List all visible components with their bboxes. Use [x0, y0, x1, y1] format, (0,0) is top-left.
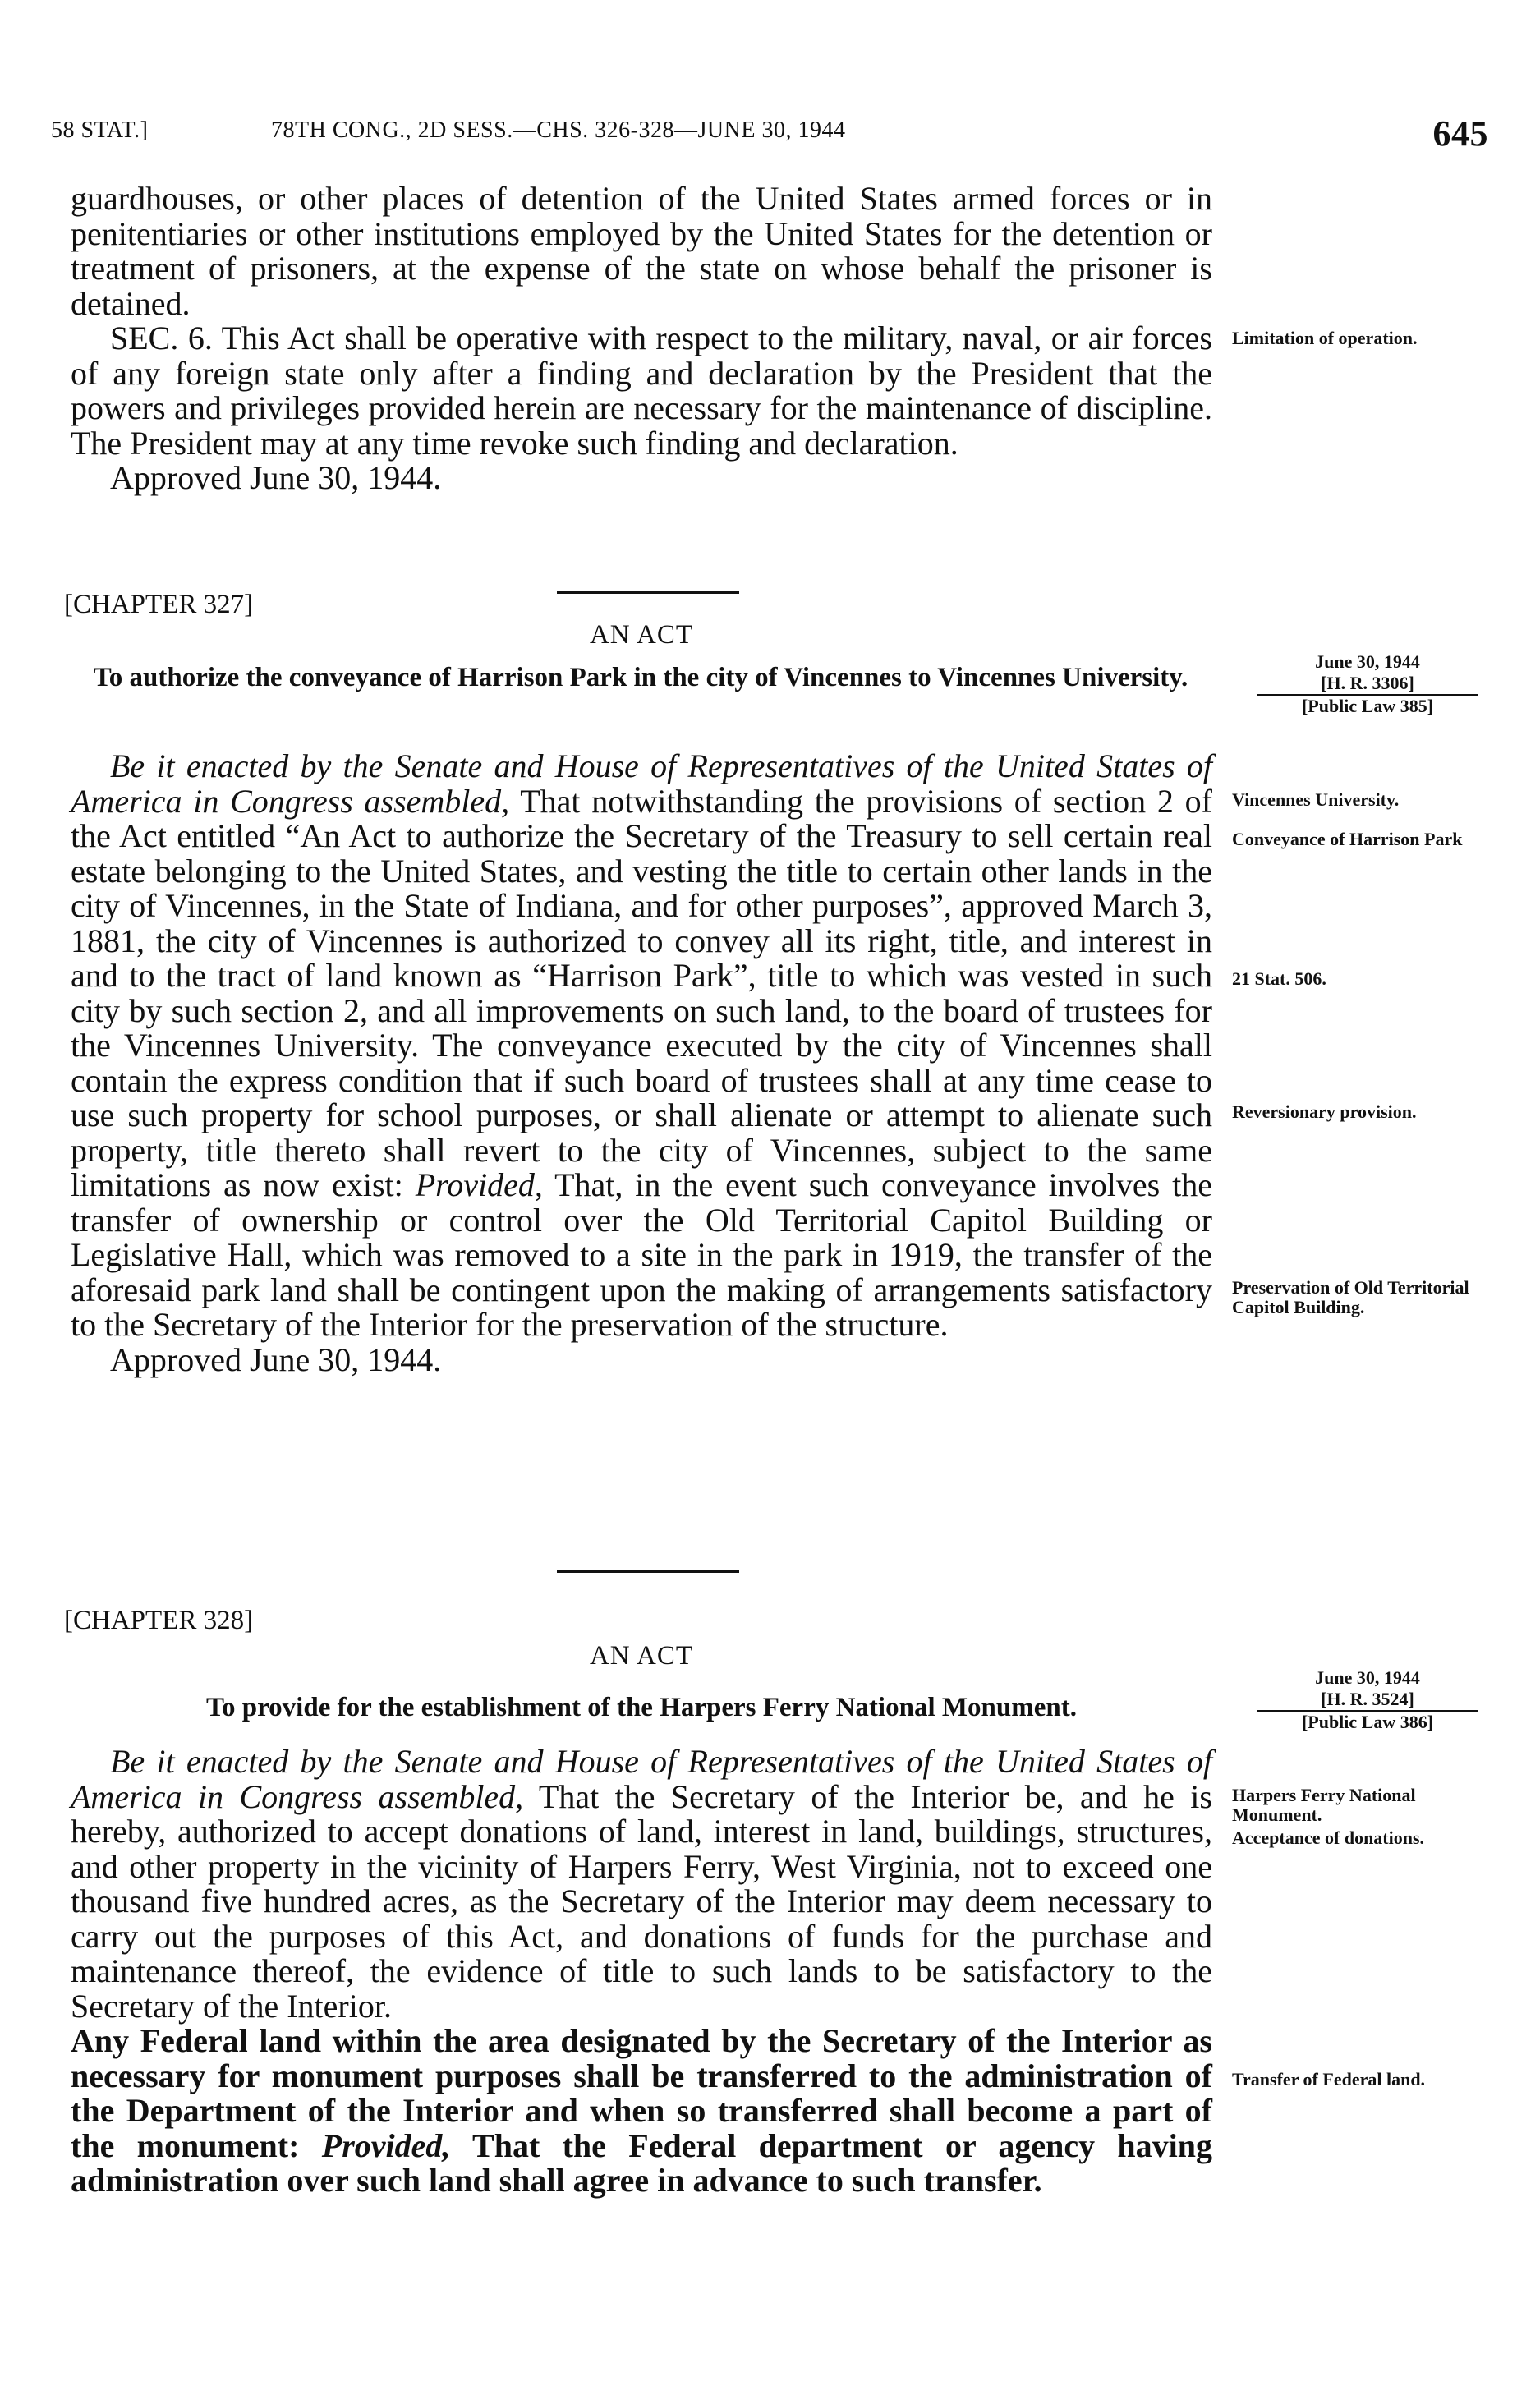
public-law-328: [Public Law 386]: [1257, 1710, 1478, 1733]
page-number: 645: [1432, 113, 1488, 154]
approved-line-326: Approved June 30, 1944.: [110, 459, 442, 496]
bill-328: [H. R. 3524]: [1321, 1689, 1414, 1709]
body-paragraph-328: [71, 1745, 1212, 2024]
margin-note-acceptance: Acceptance of donations.: [1232, 1827, 1425, 1848]
margin-note-transfer: Transfer of Federal land.: [1232, 2069, 1426, 2089]
bill-reference-328: [1257, 1667, 1478, 1733]
header-volume: 58 STAT.]: [51, 117, 149, 143]
body-text-327: That notwithstanding the provisions of section 2 of the Act entitled “An Act to authorize the Secretary of the Treasury to sell certain real estate belonging to the United States, and vesting the title to certain other lands in the city of Vincennes, in the State of Indiana, and for other purposes”, approved March 3, 1881, the city of Vincennes is authorized to convey all its right, title, and interest in and to the tract of land known as “Harrison Park”, title to which was vested in such city by such section 2, and all improvements on such land, to the board of trustees for the Vincennes University. The conveyance executed by the city of Vincennes shall contain the express condition that if such board of trustees shall at any time cease to use such property for school purposes, or shall alienate or attempt to alienate such property, title thereto shall revert to the city of Vincennes, subject to the same limitations as now exist:: [71, 782, 1212, 1203]
enacting-clause-328: Be it enacted by the Senate and House of Representatives of the United States of America in Congress assembled,: [71, 1743, 1212, 1815]
body-text-328: That the Secretary of the Interior be, and he is hereby, authorized to accept donations of land, interest in land, buildings, structures, and other property in the vicinity of Harpers Ferry, West Virginia, not to exceed one thousand five hundred acres, as the Secretary of the Interior may deem necessary to carry out the purposes of this Act, and donations of funds for the purchase and maintenance thereof, the evidence of title to such lands to be satisfactory to the Secretary of the Interior.: [71, 1777, 1212, 2025]
body2-text-328: Any Federal land within the area designated by the Secretary of the Interior as necessary for monument purposes shall be transferred to the administration of the Department of the Interior and when so transferred shall become a part of the monument:: [71, 2022, 1212, 2164]
divider-rule: [557, 1570, 739, 1573]
chapter-328-text: [71, 1745, 1212, 2199]
public-law-327: [Public Law 385]: [1257, 694, 1478, 717]
chapter-327-text: [71, 749, 1212, 1377]
margin-note-reversionary: Reversionary provision.: [1232, 1101, 1417, 1122]
body-end-327: That, in the event such conveyance involves the transfer of ownership or control over the Old Territorial Capitol Building or Legislative Hall, which was removed to a site in the park in 1919, the transfer of the aforesaid park land shall be contingent upon the making of arrangements satisfactory to the Secretary of the Interior for the preservation of the structure.: [71, 1166, 1213, 1343]
proviso-327: Provided,: [415, 1166, 543, 1203]
bill-reference-327: [1257, 651, 1478, 717]
header-session: 78TH CONG., 2D SESS.—CHS. 326-328—JUNE 30, 1944: [271, 117, 846, 143]
body2-end-328: That the Federal department or agency having administration over such land shall agree in advance to such transfer.: [71, 2126, 1213, 2199]
chapter-327-heading: [CHAPTER 327]: [64, 590, 254, 619]
act-label-327: AN ACT: [589, 620, 694, 650]
chapter-326-text: [71, 182, 1212, 496]
date-328: June 30, 1944: [1315, 1667, 1420, 1688]
bill-327: [H. R. 3306]: [1321, 673, 1414, 693]
margin-note-harpers: Harpers Ferry National Monument.: [1232, 1785, 1416, 1825]
margin-note-preservation: Preservation of Old Territorial Capitol Building.: [1232, 1277, 1469, 1317]
continuation-paragraph: guardhouses, or other places of detention of the United States armed forces or in penitentiaries or other institutions employed by the United States for the detention or treatment of prisoners, at the expense of the state on whose behalf the prisoner is detained.: [71, 180, 1212, 322]
margin-note-stat: 21 Stat. 506.: [1232, 968, 1326, 989]
approved-line-327: Approved June 30, 1944.: [110, 1340, 442, 1378]
running-header: [51, 113, 1488, 159]
chapter-328-heading: [CHAPTER 328]: [64, 1606, 254, 1635]
body-paragraph-327: [71, 749, 1212, 1343]
divider-rule: [557, 591, 739, 594]
body-paragraph-328-transfer: [71, 2024, 1212, 2199]
margin-note-vincennes: Vincennes University.: [1232, 789, 1400, 810]
margin-note-conveyance: Conveyance of Harrison Park: [1232, 829, 1463, 849]
act-label-328: AN ACT: [589, 1641, 694, 1671]
section-6-paragraph: SEC. 6. This Act shall be operative with respect to the military, naval, or air forces of any foreign state only after a finding and declaration by the President that the powers and privileges provided herein are necessary for the maintenance of discipline. The President may at any time revoke such finding and declaration.: [71, 319, 1212, 462]
enacting-clause-327: Be it enacted by the Senate and House of Representatives of the United States of America in Congress assembled,: [71, 747, 1212, 820]
act-title-328: To provide for the establishment of the Harpers Ferry National Monument.: [206, 1693, 1077, 1722]
proviso-328: Provided,: [321, 2126, 451, 2164]
margin-note-limitation: Limitation of operation.: [1232, 328, 1418, 348]
act-title-327: To authorize the conveyance of Harrison Park in the city of Vincennes to Vincennes University.: [93, 663, 1188, 692]
date-327: June 30, 1944: [1315, 651, 1420, 672]
